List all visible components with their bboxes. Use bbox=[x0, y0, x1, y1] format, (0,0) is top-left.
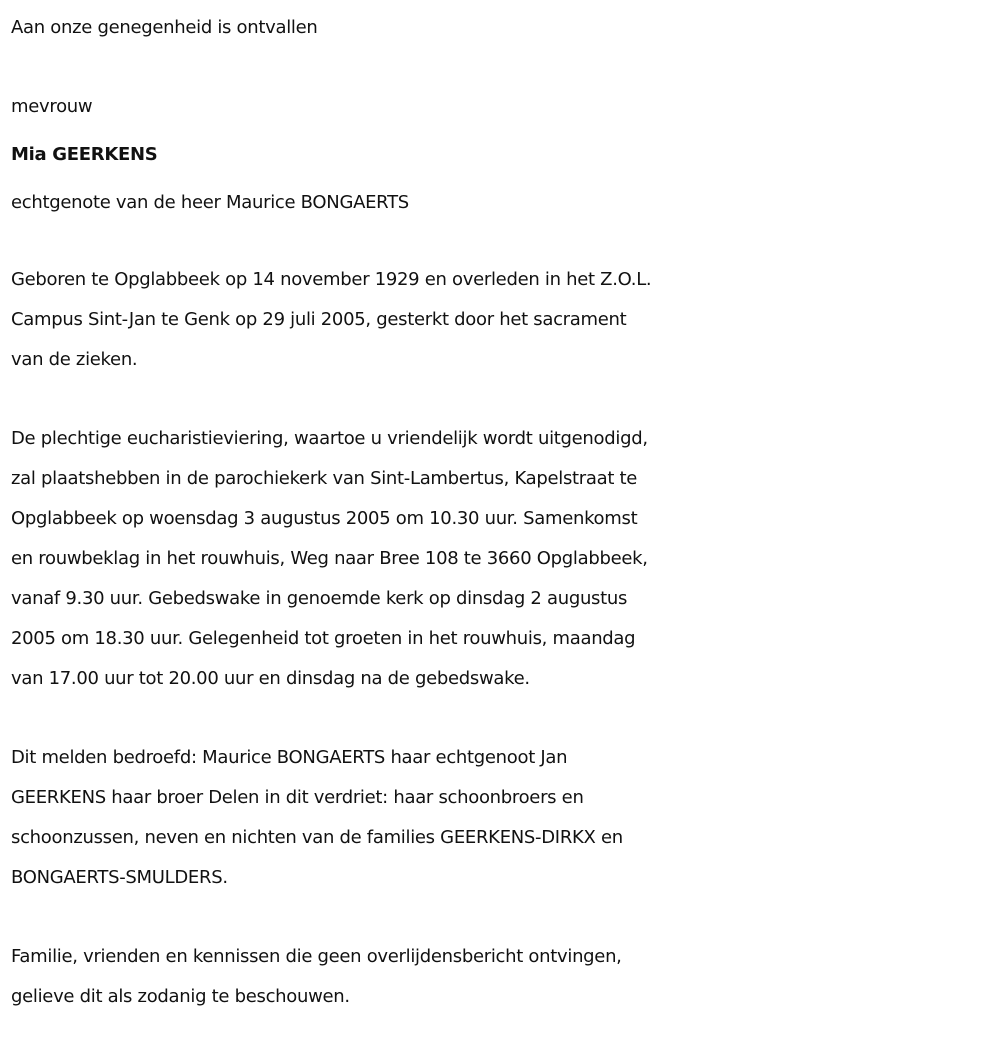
paragraph-line: schoonzussen, neven en nichten van de families GEERKENS-DIRKX en bbox=[11, 827, 623, 848]
paragraph-line: GEERKENS haar broer Delen in dit verdriet: haar schoonbroers en bbox=[11, 787, 584, 808]
notice-paragraph bbox=[11, 937, 996, 1017]
paragraph-line: 2005 om 18.30 uur. Gelegenheid tot groeten in het rouwhuis, maandag bbox=[11, 628, 636, 649]
paragraph-line: BONGAERTS-SMULDERS. bbox=[11, 867, 228, 888]
birth-death-paragraph bbox=[11, 260, 996, 380]
paragraph-line: gelieve dit als zodanig te beschouwen. bbox=[11, 986, 350, 1007]
paragraph-line: Geboren te Opglabbeek op 14 november 1929 en overleden in het Z.O.L. bbox=[11, 269, 652, 290]
paragraph-line: van de zieken. bbox=[11, 349, 138, 370]
paragraph-line: Familie, vrienden en kennissen die geen overlijdensbericht ontvingen, bbox=[11, 946, 622, 967]
paragraph-line: van 17.00 uur tot 20.00 uur en dinsdag na de gebedswake. bbox=[11, 668, 530, 689]
honorific: mevrouw bbox=[11, 96, 93, 117]
spouse-line: echtgenote van de heer Maurice BONGAERTS bbox=[11, 192, 409, 213]
paragraph-line: Campus Sint-Jan te Genk op 29 juli 2005, gesterkt door het sacrament bbox=[11, 309, 627, 330]
intro-text: Aan onze genegenheid is ontvallen bbox=[11, 17, 318, 38]
paragraph-line: De plechtige eucharistieviering, waartoe u vriendelijk wordt uitgenodigd, bbox=[11, 428, 648, 449]
obituary-document bbox=[11, 8, 996, 1017]
paragraph-line: Dit melden bedroefd: Maurice BONGAERTS haar echtgenoot Jan bbox=[11, 747, 568, 768]
paragraph-line: vanaf 9.30 uur. Gebedswake in genoemde kerk op dinsdag 2 augustus bbox=[11, 588, 628, 609]
deceased-name: Mia GEERKENS bbox=[11, 144, 158, 165]
paragraph-line: Opglabbeek op woensdag 3 augustus 2005 om 10.30 uur. Samenkomst bbox=[11, 508, 638, 529]
mourners-paragraph bbox=[11, 738, 996, 898]
paragraph-line: en rouwbeklag in het rouwhuis, Weg naar Bree 108 te 3660 Opglabbeek, bbox=[11, 548, 648, 569]
paragraph-line: zal plaatshebben in de parochiekerk van Sint-Lambertus, Kapelstraat te bbox=[11, 468, 638, 489]
ceremony-paragraph bbox=[11, 419, 996, 699]
